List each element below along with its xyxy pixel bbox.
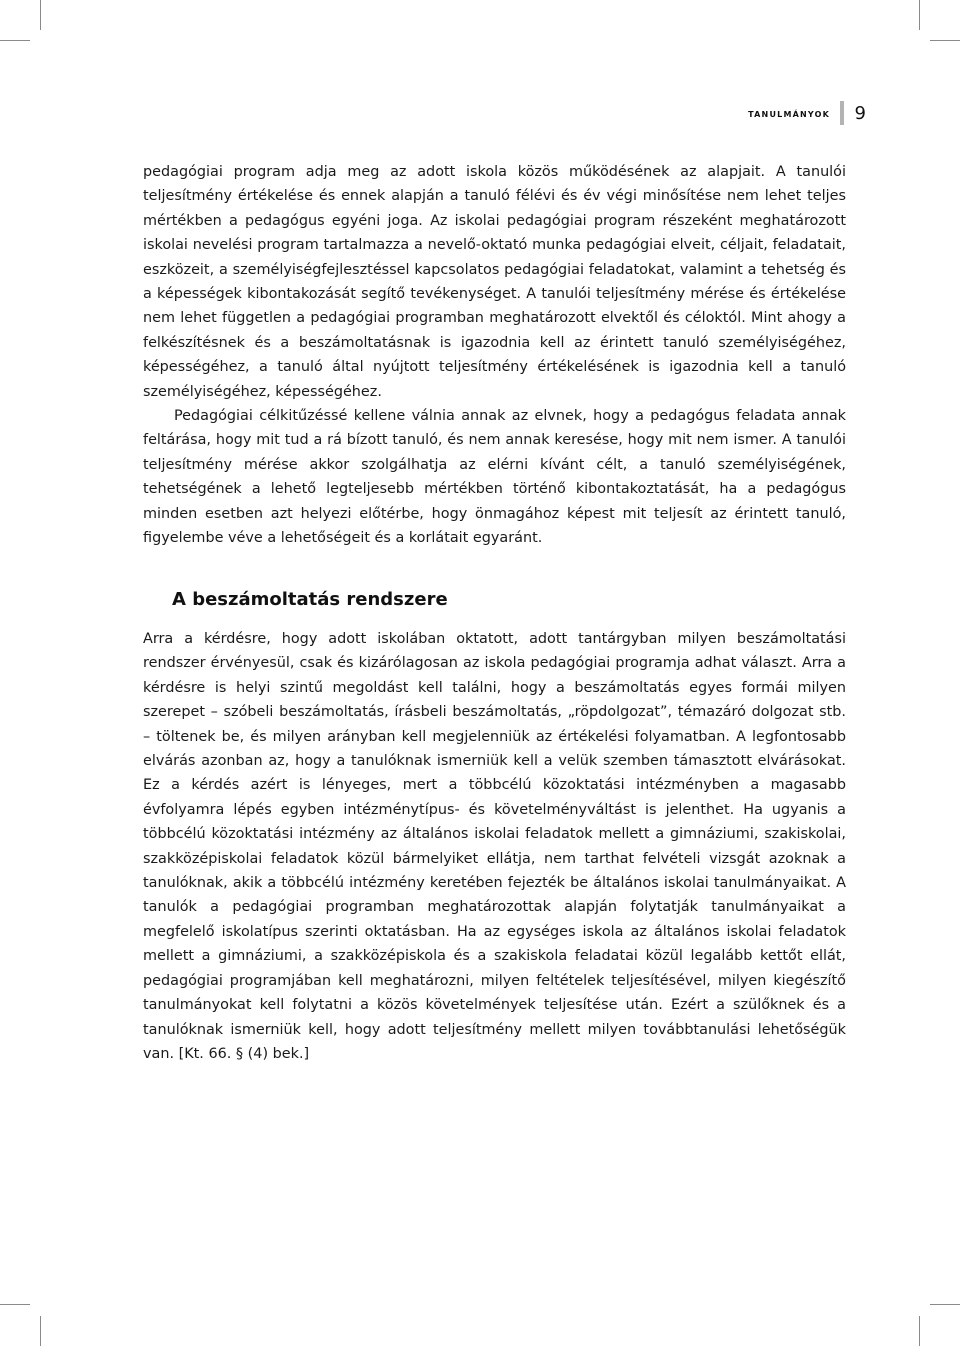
- crop-mark-top-left-horizontal: [0, 40, 30, 41]
- crop-mark-bottom-right-horizontal: [930, 1304, 960, 1305]
- crop-mark-top-right-horizontal: [930, 40, 960, 41]
- section-heading: A beszámoltatás rendszere: [172, 589, 448, 610]
- running-head-separator: [840, 101, 844, 125]
- paragraph: Arra a kérdésre, hogy adott iskolában oktatott, adott tantárgyban milyen beszámoltatási rendszer érvényesül, csak és kizárólagosan az iskola pedagógiai programja adhat választ. Arra a kérdésre is helyi szintű megoldást kell találni, hogy a beszámoltatás egyes formái milyen szerepet – szóbeli beszámoltatás, írásbeli beszámoltatás, „röpdolgozat”, témazáró dolgozat stb. – töltenek be, és milyen arányban kell megjelenniük az értékelési folyamatban. A legfontosabb elvárás azonban az, hogy a tanulóknak ismerniük kell a velük szemben támasztott elvárásokat. Ez a kérdés azért is lényeges, mert a többcélú közoktatási intézményben a magasabb évfolyamra lépés egyben intézménytípus- és követelményváltást is jelenthet. Ha ugyanis a többcélú közoktatási intézmény az általános iskolai feladatok mellett a gimnáziumi, szakiskolai, szakközépiskolai feladatok közül bármelyiket ellátja, nem tarthat felvételi vizsgát azoknak a tanulóknak, akik a többcélú intézmény keretében fejezték be általános iskolai tanulmányaikat. A tanulók a pedagógiai programban meghatározottak alapján folytatják tanulmányaikat a megfelelő iskolatípus szerinti oktatásban. Ha az egységes iskola az általános iskolai feladatok mellett a gimnáziumi, a szakközépiskola és a szakiskola feladatai közül legalább kettőt ellát, pedagógiai programjában kell meghatározni, milyen feltételek teljesítésével, milyen kiegészítő tanulmányokat kell folytatni a közös követelmények teljesítése után. Ezért a szülőknek és a tanulóknak ismerniük kell, hogy adott teljesítmény mellett milyen továbbtanulási lehetőségük van. [Kt. 66. § (4) bek.]: [143, 631, 846, 1062]
- paragraph: Pedagógiai célkitűzéssé kellene válnia annak az elvnek, hogy a pedagógus feladata annak feltárása, hogy mit tud a rá bízott tanuló, és nem annak keresése, hogy mit nem ismer. A tanulói teljesítmény mérése akkor szolgálhatja az elérni kívánt célt, a tanuló személyiségének, tehetségének a lehető legteljesebb mértékben történő kibontakoztatását, ha a pedagógus minden esetben azt helyezi előtérbe, hogy önmagához képest mit teljesít az érintett tanuló, figyelembe véve a lehetőségeit és a korlátait egyaránt.: [143, 408, 846, 547]
- crop-mark-top-left-vertical: [40, 0, 41, 30]
- crop-mark-bottom-left-vertical: [40, 1316, 41, 1346]
- paragraph-continuation: pedagógiai program adja meg az adott iskola közös működésének az alapjait. A tanulói teljesítmény értékelése és ennek alapján a tanuló félévi és év végi minősítése nem lehet teljes mértékben a pedagógus egyéni joga. Az iskolai pedagógiai program részeként meghatározott iskolai nevelési program tartalmazza a nevelő-oktató munka pedagógiai elveit, céljait, feladatait, eszközeit, a személyiségfejlesztéssel kapcsolatos pedagógiai feladatokat, valamint a tehetség és a képességek kibontakozását segítő tevékenységet. A tanulói teljesítmény mérése és értékelése nem lehet független a pedagógiai programban meghatározott elvektől és céloktól. Mint ahogy a felkészítésnek és a beszámoltatásnak is igazodnia kell az érintett tanuló személyiségéhez, képességéhez, a tanuló által nyújtott teljesítmény értékelésének is igazodnia kell a tanuló személyiségéhez, képességéhez.: [143, 164, 846, 400]
- crop-mark-bottom-right-vertical: [919, 1316, 920, 1346]
- body-text-top: [143, 160, 846, 551]
- body-text-section: [143, 627, 846, 1066]
- page-number: 9: [854, 103, 866, 124]
- crop-mark-top-right-vertical: [919, 0, 920, 30]
- running-head: [700, 104, 900, 124]
- running-title: tanulmányok: [748, 106, 830, 120]
- crop-mark-bottom-left-horizontal: [0, 1304, 30, 1305]
